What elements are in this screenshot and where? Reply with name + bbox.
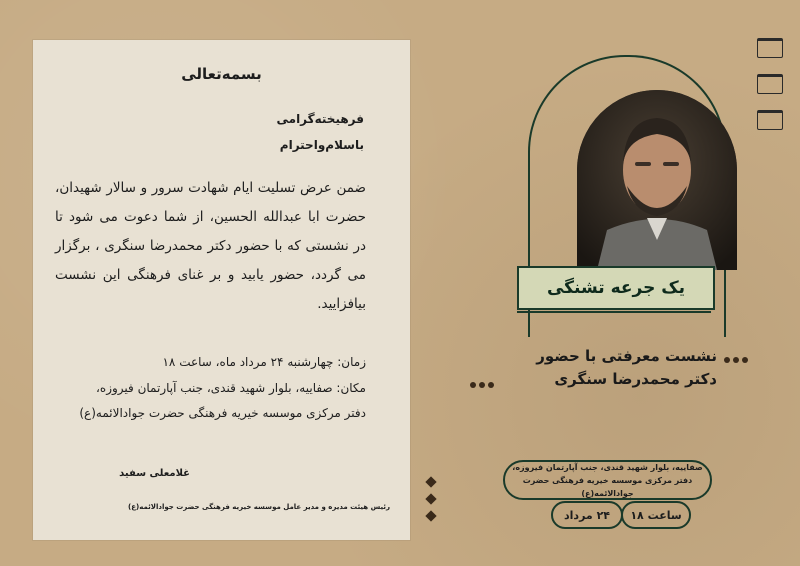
time-pill: ساعت ۱۸ — [621, 501, 691, 529]
logo-icon — [757, 110, 783, 130]
speaker-portrait-icon — [577, 90, 737, 270]
ribbon-divider — [517, 311, 711, 313]
program-title-ribbon: یک جرعه تشنگی — [517, 266, 715, 310]
invitation-letter — [33, 40, 410, 540]
greeting-line-1: فرهیخته‌گرامی — [276, 112, 364, 126]
time-line: زمان: چهارشنبه ۲۴ مرداد ماه، ساعت ۱۸ — [162, 355, 366, 369]
logo-icon — [757, 74, 783, 94]
signer-role: رئیس هیئت مدیره و مدیر عامل موسسه خیریه فرهنگی حضرت جوادالائمه(ع) — [128, 503, 390, 511]
headline-2: دکتر محمدرضا سنگری — [554, 370, 717, 388]
greeting-line-2: باسلام‌واحترام — [279, 138, 364, 152]
address-pill — [503, 460, 712, 500]
headline-1: نشست معرفتی با حضور — [536, 347, 717, 365]
letter-body: ضمن عرض تسلیت ایام شهادت سرور و سالار شهیدان، حضرت ابا عبدالله الحسین، از شما دعوت می شود تا در نشستی که با حضور دکتر محمدرضا سنگری ، برگزار می گردد، حضور یابید و بر غنای فرهنگی این نشست بیافزایید. — [55, 180, 366, 312]
place-line-1: مکان: صفاییه، بلوار شهید قندی، جنب آپارتمان فیروزه، — [96, 381, 366, 395]
address-line-1: صفاییه، بلوار شهید قندی، جنب آپارتمان فیروزه، — [512, 462, 703, 472]
letter-title: بسمه‌تعالی — [181, 65, 262, 83]
decor-dots — [470, 382, 494, 388]
decor-dots — [724, 357, 748, 363]
date-pill: ۲۴ مرداد — [551, 501, 623, 529]
signer-name: غلامعلی سفید — [119, 468, 190, 479]
address-line-2: دفتر مرکزی موسسه خیریه فرهنگی حضرت جوادالائمه(ع) — [522, 475, 693, 498]
decor-diamonds — [424, 478, 438, 529]
place-line-2: دفتر مرکزی موسسه خیریه فرهنگی حضرت جوادالائمه(ع) — [79, 406, 366, 420]
logo-column — [757, 38, 783, 146]
speaker-photo — [577, 90, 737, 270]
logo-icon — [757, 38, 783, 58]
